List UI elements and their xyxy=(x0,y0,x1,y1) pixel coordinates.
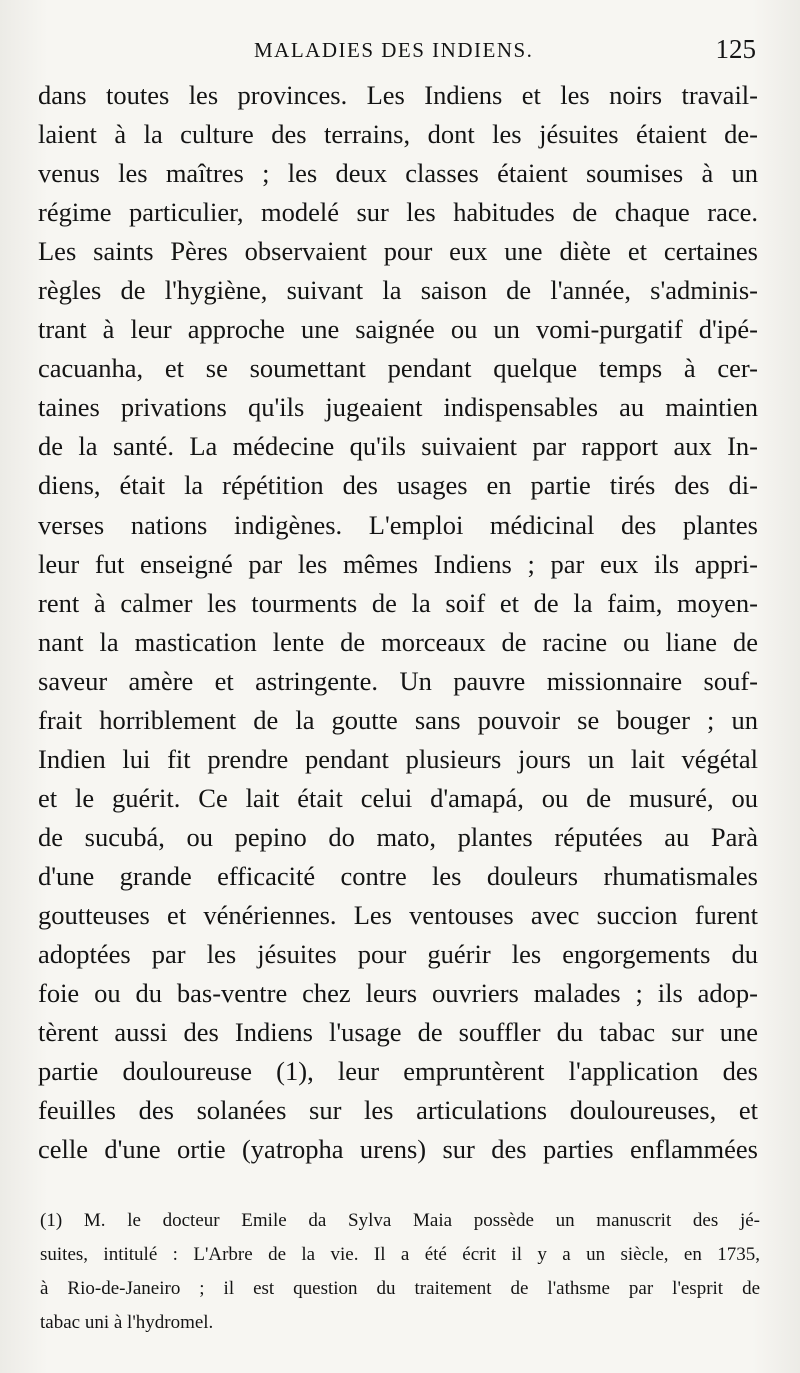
text-line: Indien lui fit prendre pendant plusieurs jours un lait végétal xyxy=(38,743,758,774)
text-line: régime particulier, modelé sur les habitudes de chaque race. xyxy=(38,197,758,228)
text-line: foie ou du bas-ventre chez leurs ouvriers malades ; ils adop- xyxy=(38,978,758,1009)
text-line: verses nations indigènes. L'emploi médicinal des plantes xyxy=(38,509,758,540)
text-line: d'une grande efficacité contre les douleurs rhumatismales xyxy=(38,860,758,891)
text-line: taines privations qu'ils jugeaient indispensables au maintien xyxy=(38,392,758,423)
footnote-line: tabac uni à l'hydromel. xyxy=(40,1312,214,1333)
text-line: et le guérit. Ce lait était celui d'amapá, ou de musuré, ou xyxy=(38,782,758,813)
footnotes xyxy=(40,1204,760,1340)
text-line: cacuanha, et se soumettant pendant quelque temps à cer- xyxy=(38,353,758,384)
text-line: feuilles des solanées sur les articulations douloureuses, et xyxy=(38,1095,758,1126)
text-line: trant à leur approche une saignée ou un vomi-purgatif d'ipé- xyxy=(38,314,758,345)
footnote-line: (1) M. le docteur Emile da Sylva Maia possède un manuscrit des jé- xyxy=(40,1210,760,1231)
body-text xyxy=(38,76,758,1169)
text-line: saveur amère et astringente. Un pauvre missionnaire souf- xyxy=(38,665,758,696)
text-line: celle d'une ortie (yatropha urens) sur des parties enflammées xyxy=(38,1134,758,1165)
text-line: rent à calmer les tourments de la soif et de la faim, moyen- xyxy=(38,587,758,618)
footnote-line: à Rio-de-Janeiro ; il est question du traitement de l'athsme par l'esprit de xyxy=(40,1278,760,1299)
page-number: 125 xyxy=(715,34,756,64)
text-line: partie douloureuse (1), leur empruntèrent l'application des xyxy=(38,1056,758,1087)
footnote-line: suites, intitulé : L'Arbre de la vie. Il a été écrit il y a un siècle, en 1735, xyxy=(40,1244,760,1265)
text-line: leur fut enseigné par les mêmes Indiens ; par eux ils appri- xyxy=(38,548,758,579)
text-line: nant la mastication lente de morceaux de racine ou liane de xyxy=(38,626,758,657)
text-line: goutteuses et vénériennes. Les ventouses avec succion furent xyxy=(38,899,758,930)
text-line: de la santé. La médecine qu'ils suivaient par rapport aux In- xyxy=(38,431,758,462)
text-line: frait horriblement de la goutte sans pouvoir se bouger ; un xyxy=(38,704,758,735)
text-line: dans toutes les provinces. Les Indiens et les noirs travail- xyxy=(38,80,758,110)
page-header xyxy=(38,34,758,70)
text-line: diens, était la répétition des usages en partie tirés des di- xyxy=(38,470,758,501)
text-line: règles de l'hygiène, suivant la saison de l'année, s'adminis- xyxy=(38,275,758,306)
running-title: MALADIES DES INDIENS. xyxy=(254,38,534,62)
text-line: venus les maîtres ; les deux classes étaient soumises à un xyxy=(38,158,758,189)
text-line: Les saints Pères observaient pour eux une diète et certaines xyxy=(38,236,758,267)
text-line: laient à la culture des terrains, dont les jésuites étaient de- xyxy=(38,119,758,150)
text-line: adoptées par les jésuites pour guérir les engorgements du xyxy=(38,939,758,970)
text-line: tèrent aussi des Indiens l'usage de souffler du tabac sur une xyxy=(38,1017,758,1048)
text-line: de sucubá, ou pepino do mato, plantes réputées au Parà xyxy=(38,821,758,852)
